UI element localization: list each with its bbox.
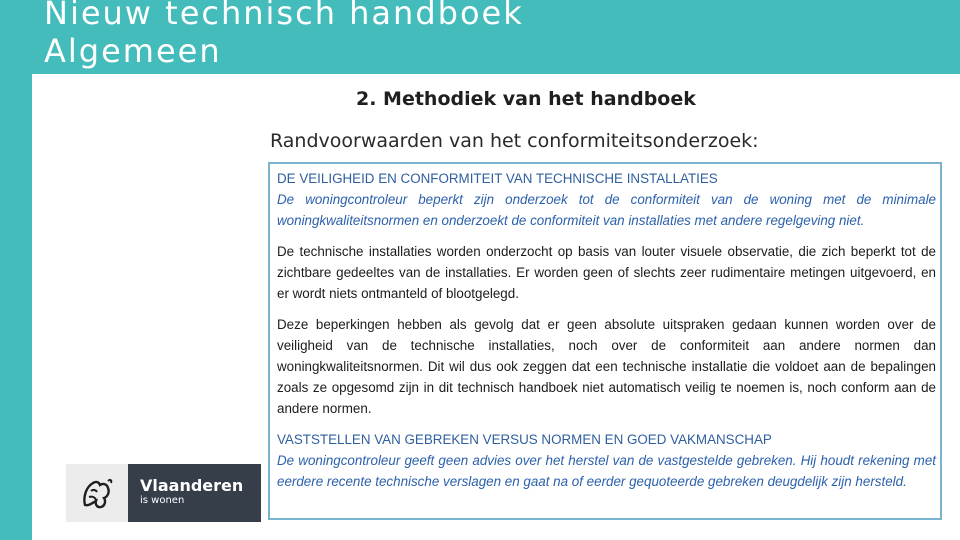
lion-icon [66, 464, 128, 522]
logo-text [128, 464, 261, 522]
caption-defects: VASTSTELLEN VAN GEBREKEN VERSUS NORMEN EN GOED VAKMANSCHAP [277, 432, 772, 447]
subheading: Randvoorwaarden van het conformiteitsonderzoek: [270, 130, 759, 152]
paragraph-limitations: Deze beperkingen hebben als gevolg dat er geen absolute uitspraken gedaan kunnen worden over de veiligheid van de technische installaties, noch over de conformiteit aan andere normen dan woningkwaliteitsnormen. Dit wil dus ook zeggen dat een technische installatie die voldoet aan de bepalingen zoals ze opgesomd zijn in dit technisch handboek niet automatisch veilig te noemen is, noch conform aan de andere normen. [277, 317, 936, 416]
document-excerpt [268, 162, 942, 520]
section-heading: 2. Methodiek van het handboek [356, 88, 696, 110]
italic-advice-text: De woningcontroleur geeft geen advies over het herstel van de vastgestelde gebreken. Hij houdt rekening met eerdere recente technische verslagen en gaat na of eerder gequoteerde gebreken deugdelijk zijn hersteld. [277, 453, 936, 489]
caption-safety: DE VEILIGHEID EN CONFORMITEIT VAN TECHNISCHE INSTALLATIES [277, 171, 718, 186]
logo-tagline: is wonen [140, 495, 185, 506]
paragraph-visual-inspection: De technische installaties worden onderzocht op basis van louter visuele observatie, die zich beperkt tot de zichtbare gedeeltes van de installaties. Er worden geen of slechts zeer rudimentaire metingen uitgevoerd, en er wordt niets ontmanteld of blootgelegd. [277, 244, 936, 301]
logo-name: Vlaanderen [140, 476, 244, 495]
italic-scope-text: De woningcontroleur beperkt zijn onderzoek tot de conformiteit van de woning met de minimale woningkwaliteitsnormen en onderzoekt de conformiteit van installaties met andere regelgeving niet. [277, 192, 936, 228]
vlaanderen-logo [66, 464, 261, 522]
slide-body [32, 74, 960, 540]
page-title: Nieuw technisch handboek Algemeen [44, 0, 524, 70]
